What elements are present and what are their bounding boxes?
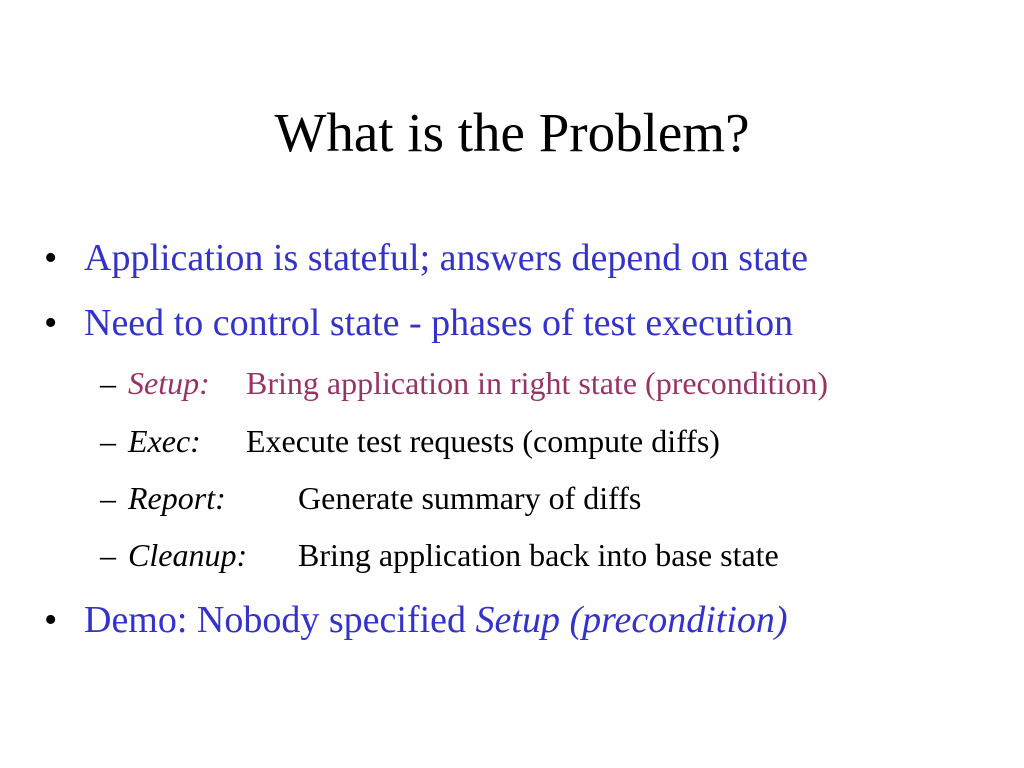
dash-marker: – xyxy=(100,365,116,401)
dash-marker: – xyxy=(100,537,116,573)
bullet-marker: • xyxy=(44,599,58,641)
dash-marker: – xyxy=(100,423,116,459)
phase-description: Execute test requests (compute diffs) xyxy=(246,423,720,459)
phase-term: Exec: xyxy=(128,423,201,459)
bullet-marker: • xyxy=(44,302,58,344)
phase-description: Bring application in right state (precondition) xyxy=(246,365,829,401)
phase-description: Bring application back into base state xyxy=(298,537,779,573)
bullet-text-plain: Demo: Nobody specified xyxy=(84,599,476,641)
bullet-marker: • xyxy=(44,237,58,279)
phase-term: Cleanup: xyxy=(128,537,248,573)
dash-marker: – xyxy=(100,480,116,516)
bullet-text-italic: Setup (precondition) xyxy=(475,599,788,641)
phase-term: Report: xyxy=(128,480,226,516)
phase-description: Generate summary of diffs xyxy=(298,480,642,516)
bullet-text: Application is stateful; answers depend on state xyxy=(84,237,808,279)
bullet-text: Need to control state - phases of test execution xyxy=(84,302,794,344)
bullet-text xyxy=(84,597,788,643)
phase-term: Setup: xyxy=(128,365,210,401)
slide-title: What is the Problem? xyxy=(274,102,750,163)
